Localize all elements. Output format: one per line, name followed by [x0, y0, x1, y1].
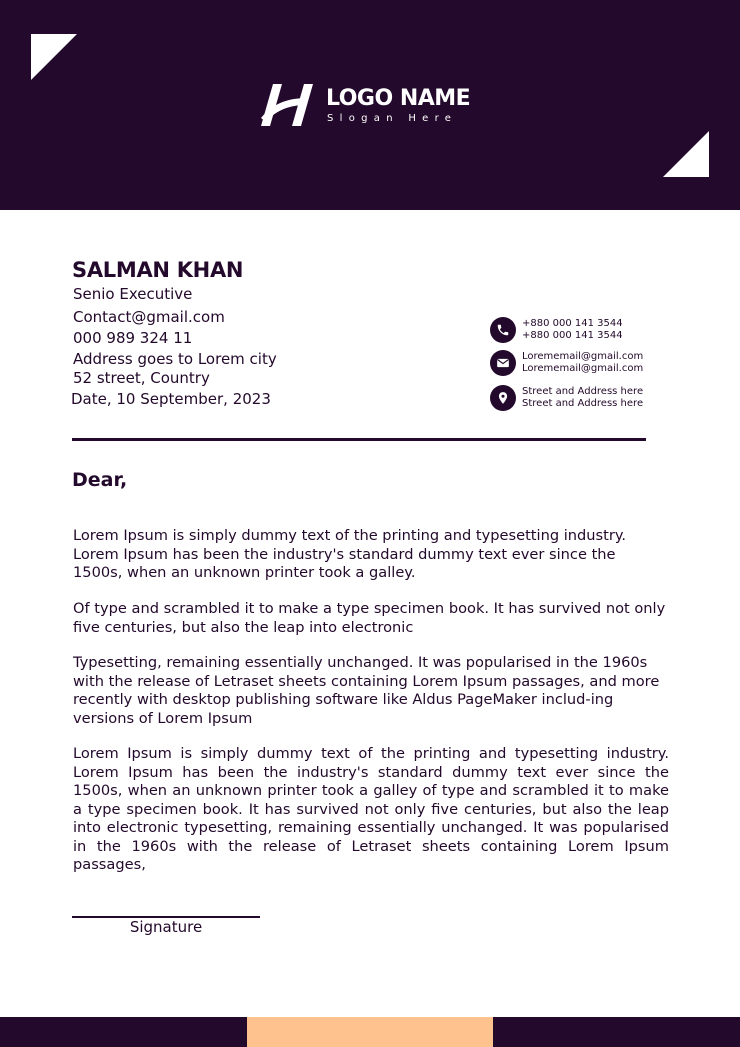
sender-phone: 000 989 324 11	[73, 329, 193, 347]
logo-slogan: Slogan Here	[327, 113, 458, 124]
header-divider	[72, 438, 646, 441]
logo-icon	[260, 84, 316, 126]
paragraph-2: Of type and scrambled it to make a type specimen book. It has survived not only five centuries, but also the leap into electronic	[73, 600, 666, 636]
signature-label: Signature	[129, 918, 203, 936]
address-line-1: Street and Address here	[522, 386, 644, 397]
footer-bar-right	[493, 1017, 740, 1047]
paragraph-3: Typesetting, remaining essentially unchanged. It was popularised in the 1960s with the release of Letraset sheets containing Lorem Ipsum passages, and more recently with desktop publishing software like Aldus PageMaker includ-ing versions of Lorem Ipsum	[73, 654, 660, 727]
location-icon	[490, 385, 516, 411]
paragraph-1: Lorem Ipsum is simply dummy text of the printing and typesetting industry. Lorem Ipsum has been the industry's standard dummy text ever since the 1500s, when an unknown printer took a galley.	[73, 527, 627, 581]
contact-email	[490, 350, 643, 376]
sender-title: Senio Executive	[73, 285, 193, 303]
greeting: Dear,	[72, 469, 128, 491]
header-banner	[0, 0, 740, 210]
email-line-1: Lorememail@gmail.com	[522, 351, 644, 362]
letter-date: Date, 10 September, 2023	[71, 390, 271, 408]
phone-line-2: +880 000 141 3544	[522, 330, 623, 341]
sender-name: SALMAN KHAN	[72, 258, 244, 282]
contact-phone	[490, 317, 623, 343]
footer-bar-accent	[247, 1017, 493, 1047]
corner-triangle-bottom-right	[663, 131, 709, 177]
paragraph-4: Lorem Ipsum is simply dummy text of the printing and typesetting industry. Lorem Ipsum has been the industry's standard dummy text ever since the 1500s, when an unknown printer took a galley of type and scrambled it to make a type specimen book. It has survived not only five centuries, but also the leap into electronic typesetting, remaining essentially unchanged. It was popularised in the 1960s with the release of Letraset sheets containing Lorem Ipsum passages,	[73, 745, 669, 873]
sender-email: Contact@gmail.com	[73, 308, 225, 326]
sender-address-line1: Address goes to Lorem city	[73, 350, 277, 368]
email-icon	[490, 350, 516, 376]
email-line-2: Lorememail@gmail.com	[522, 363, 644, 374]
phone-line-1: +880 000 141 3544	[522, 318, 623, 329]
address-line-2: Street and Address here	[522, 398, 644, 409]
phone-icon	[490, 317, 516, 343]
corner-triangle-top-left	[31, 34, 77, 80]
logo-name: LOGO NAME	[326, 86, 471, 111]
sender-address-line2: 52 street, Country	[73, 369, 210, 387]
footer-bar-left	[0, 1017, 247, 1047]
contact-address	[490, 385, 643, 411]
